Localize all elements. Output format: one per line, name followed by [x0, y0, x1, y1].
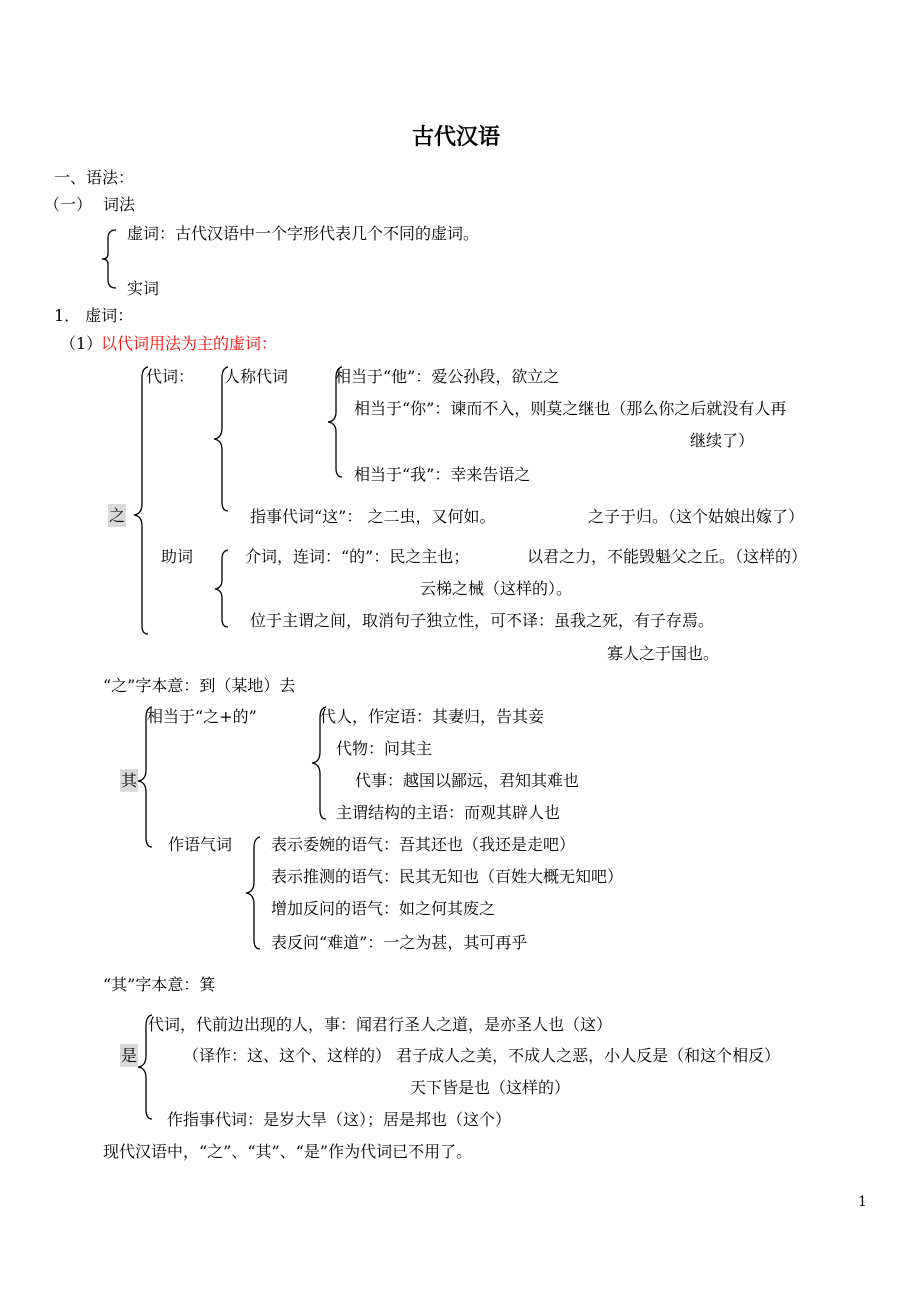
xuci-definition: 虚词：古代汉语中一个字形代表几个不同的虚词。: [127, 224, 480, 243]
zhi-ni-cont: 继续了）: [690, 431, 755, 450]
renchen-label: 人称代词: [224, 367, 289, 386]
page-title: 古代汉语: [412, 125, 501, 150]
qi-tuice: 表示推测的语气：民其无知也（百姓大概无知吧）: [271, 867, 624, 886]
section-heading: 一、语法：: [54, 168, 135, 187]
qi-dairen: 代人，作定语：其妻归，告其妾: [320, 707, 545, 726]
shi-yizuo-cont: 天下皆是也（这样的）: [410, 1078, 571, 1097]
shi-zhishi: 作指事代词：是岁大旱（这）；居是邦也（这个）: [167, 1110, 512, 1129]
qi-daishi: 代事：越国以鄙远，君知其难也: [355, 771, 580, 790]
qi-weiwan: 表示委婉的语气：吾其还也（我还是走吧）: [271, 835, 576, 854]
item-1-sub-number: （1）: [60, 334, 103, 353]
conclusion-text: 现代汉语中，“之”、“其”、“是”作为代词已不用了。: [103, 1142, 473, 1161]
zhi-origin: “之”字本意：到（某地）去: [103, 676, 296, 695]
zhi-jieci-example: 以君之力，不能毁魁父之丘。（这样的）: [527, 547, 808, 566]
qi-zhide-label: 相当于“之+的”: [147, 707, 257, 726]
qi-zhuwei: 主谓结构的主语：而观其辟人也: [336, 803, 561, 822]
zhi-ta: 相当于“他”：爱公孙段，欲立之: [335, 367, 560, 386]
zhi-wo: 相当于“我”：幸来告语之: [354, 465, 531, 484]
zhi-zhuwei: 位于主谓之间，取消句子独立性，可不译：虽我之死，有子存焉。: [250, 611, 715, 630]
zhi-jieci-example-2: 云梯之械（这样的）。: [420, 579, 573, 598]
shici-label: 实词: [127, 279, 160, 298]
zhi-char-label: 之: [109, 506, 126, 525]
subheading-number: （一）: [44, 195, 93, 214]
zhuci-brace-icon: [212, 547, 232, 631]
page-number: 1: [858, 1194, 867, 1210]
brace-icon: [100, 228, 120, 290]
qi-char-label: 其: [121, 771, 138, 790]
shi-yizuo: （译作：这、这个、这样的） 君子成人之美，不成人之恶，小人反是（和这个相反）: [183, 1046, 781, 1065]
qi-fanwen: 增加反问的语气：如之何其废之: [271, 899, 496, 918]
zhi-zhuwei-example: 寡人之于国也。: [607, 644, 720, 663]
zhi-brace-icon: [130, 364, 150, 636]
subheading: 词法: [103, 195, 136, 214]
shi-daici: 代词，代前边出现的人，事：闻君行圣人之道，是亦圣人也（这）: [148, 1015, 613, 1034]
qi-yuqi-brace-icon: [242, 834, 262, 952]
item-1-heading: 1． 虚词：: [54, 306, 134, 325]
qi-yuqi-label: 作语气词: [168, 835, 233, 854]
zhi-zhuci-label: 助词: [161, 547, 194, 566]
zhi-ni: 相当于“你”：谏而不入，则莫之继也（那么你之后就没有人再: [354, 399, 787, 418]
qi-nandao: 表反问“难道”：一之为甚，其可再乎: [271, 933, 528, 952]
zhi-zhishi: 指事代词“这”： 之二虫，又何如。: [250, 507, 496, 526]
qi-daiwu: 代物：问其主: [336, 739, 433, 758]
zhi-zhishi-example: 之子于归。（这个姑娘出嫁了）: [588, 507, 805, 526]
zhi-daici-label: 代词：: [146, 367, 195, 386]
item-1-sub-heading: 以代词用法为主的虚词：: [101, 334, 278, 353]
zhi-jieci: 介词，连词：“的”：民之主也；: [245, 547, 470, 566]
qi-origin: “其”字本意：箕: [103, 975, 216, 994]
shi-char-label: 是: [121, 1046, 138, 1065]
